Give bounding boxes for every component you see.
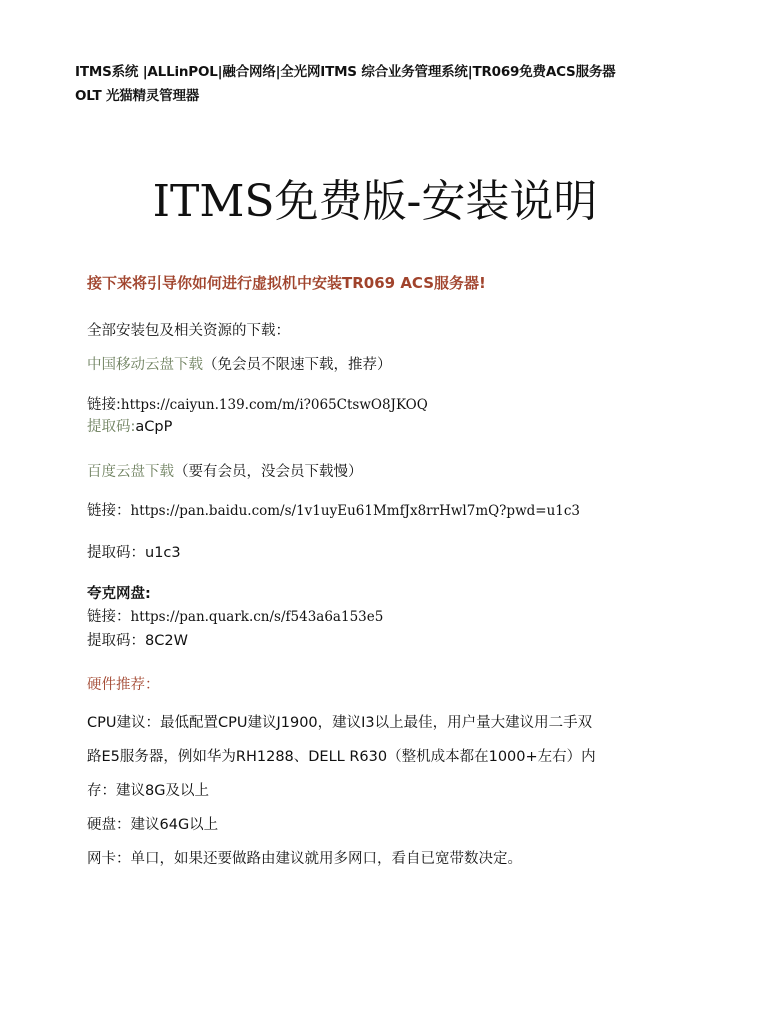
caiyun-code-label: 提取码: <box>87 419 136 435</box>
header-line-1: ITMS系统 |ALLinPOL|融合网络|全光网ITMS 综合业务管理系统|TR069免费ACS服务器 <box>75 64 616 80</box>
baidu-url[interactable]: https://pan.baidu.com/s/1v1uyEu61MmfJx8rrHwl7mQ?pwd=u1c3 <box>130 503 581 519</box>
baidu-code-row <box>87 543 181 563</box>
caiyun-download-link[interactable]: 中国移动云盘下载 <box>87 357 203 373</box>
quark-heading: 夸克网盘: <box>87 586 151 602</box>
quark-code-label: 提取码： <box>87 633 145 649</box>
caiyun-url[interactable]: https://caiyun.139.com/m/i?065CtswO8JKOQ <box>120 397 428 413</box>
page-header <box>75 60 715 108</box>
quark-code: 8C2W <box>145 633 188 649</box>
baidu-note: （要有会员，没会员下载慢） <box>174 464 363 480</box>
quark-link-row <box>87 607 383 627</box>
caiyun-code: aCpP <box>135 419 173 435</box>
caiyun-link-label: 链接: <box>87 397 121 413</box>
downloads-heading: 全部安装包及相关资源的下载： <box>87 323 290 339</box>
quark-link-label: 链接： <box>87 609 131 625</box>
quark-url[interactable]: https://pan.quark.cn/s/f543a6a153e5 <box>130 609 384 625</box>
baidu-link-label: 链接： <box>87 503 131 519</box>
hardware-nic: 网卡：单口，如果还要做路由建议就用多网口，看自已宽带数决定。 <box>87 851 522 867</box>
intro-text: 接下来将引导你如何进行虚拟机中安装TR069 ACS服务器! <box>87 274 486 292</box>
hardware-cpu-line-1: CPU建议：最低配置CPU建议J1900，建议I3以上最佳，用户量大建议用二手双 <box>87 715 593 731</box>
hardware-memory: 存：建议8G及以上 <box>87 783 209 799</box>
baidu-download-row <box>87 462 363 482</box>
baidu-link-row <box>87 501 580 521</box>
hardware-disk: 硬盘：建议64G以上 <box>87 817 219 833</box>
quark-code-row <box>87 631 188 651</box>
document-title: ITMS免费版-安装说明 <box>152 176 598 227</box>
caiyun-download-row <box>87 355 392 375</box>
caiyun-code-row <box>87 417 172 437</box>
header-line-2: OLT 光猫精灵管理器 <box>75 88 200 104</box>
hardware-heading: 硬件推荐： <box>87 677 160 693</box>
hardware-cpu-line-2: 路E5服务器，例如华为RH1288、DELL R630（整机成本都在1000+左右）内 <box>87 749 596 765</box>
baidu-code-label: 提取码： <box>87 545 145 561</box>
baidu-download-link[interactable]: 百度云盘下载 <box>87 464 174 480</box>
caiyun-link-row <box>87 395 428 415</box>
caiyun-note: （免会员不限速下载，推荐） <box>203 357 392 373</box>
baidu-code: u1c3 <box>145 545 181 561</box>
